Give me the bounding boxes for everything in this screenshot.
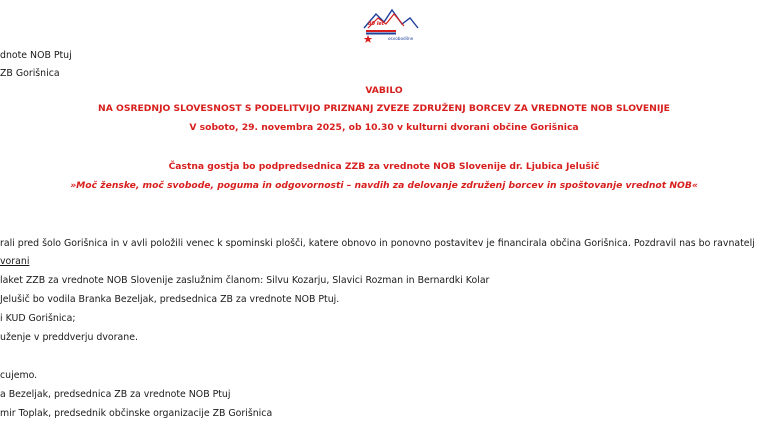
logo-text-top: 80 let [368,21,385,27]
event-title: NA OSREDNJO SLOVESNOST S PODELITVIJO PRIZNANJ ZVEZE ZDRUŽENJ BORCEV ZA VREDNOTE NOB SLOVENIJE [98,103,670,114]
guest-of-honor: Častna gostja bo podpredsednica ZZB za vrednote NOB Slovenije dr. Ljubica Jelušič [168,161,600,172]
body-line-2: vorani [0,256,30,267]
body-line-4: Jelušič bo vodila Branka Bezeljak, predsednica ZB za vrednote NOB Ptuj. [0,294,340,305]
invitation-heading: VABILO [365,85,403,96]
signature-line-1: a Bezeljak, predsednica ZB za vrednote NOB Ptuj [0,389,231,400]
header-line-2: ZB Gorišnica [0,68,60,79]
body-line-3: laket ZZB za vrednote NOB Slovenije zaslužnim članom: Silvu Kozarju, Slavici Rozman in Bernardki Kolar [0,275,490,286]
logo-text-bottom: osvobodilne [388,36,414,41]
header-line-1: dnote NOB Ptuj [0,50,72,61]
body-line-7: cujemo. [0,370,38,381]
event-motto: »Moč ženske, moč svobode, poguma in odgovornosti – navdih za delovanje združenj borcev in spoštovanje vrednot NOB« [70,180,698,191]
organization-logo [360,4,422,44]
body-line-1: rali pred šolo Gorišnica in v avli položili venec k spominski plošči, katere obnovo in ponovno postavitev je financirala občina Gorišnica. Pozdravil nas bo ravnatelj [0,238,755,249]
signature-line-2: mir Toplak, predsednik občinske organizacije ZB Gorišnica [0,408,273,419]
event-datetime: V soboto, 29. novembra 2025, ob 10.30 v kulturni dvorani občine Gorišnica [189,122,579,133]
body-line-6: uženje v preddverju dvorane. [0,332,138,343]
body-line-5: i KUD Gorišnica; [0,313,76,324]
